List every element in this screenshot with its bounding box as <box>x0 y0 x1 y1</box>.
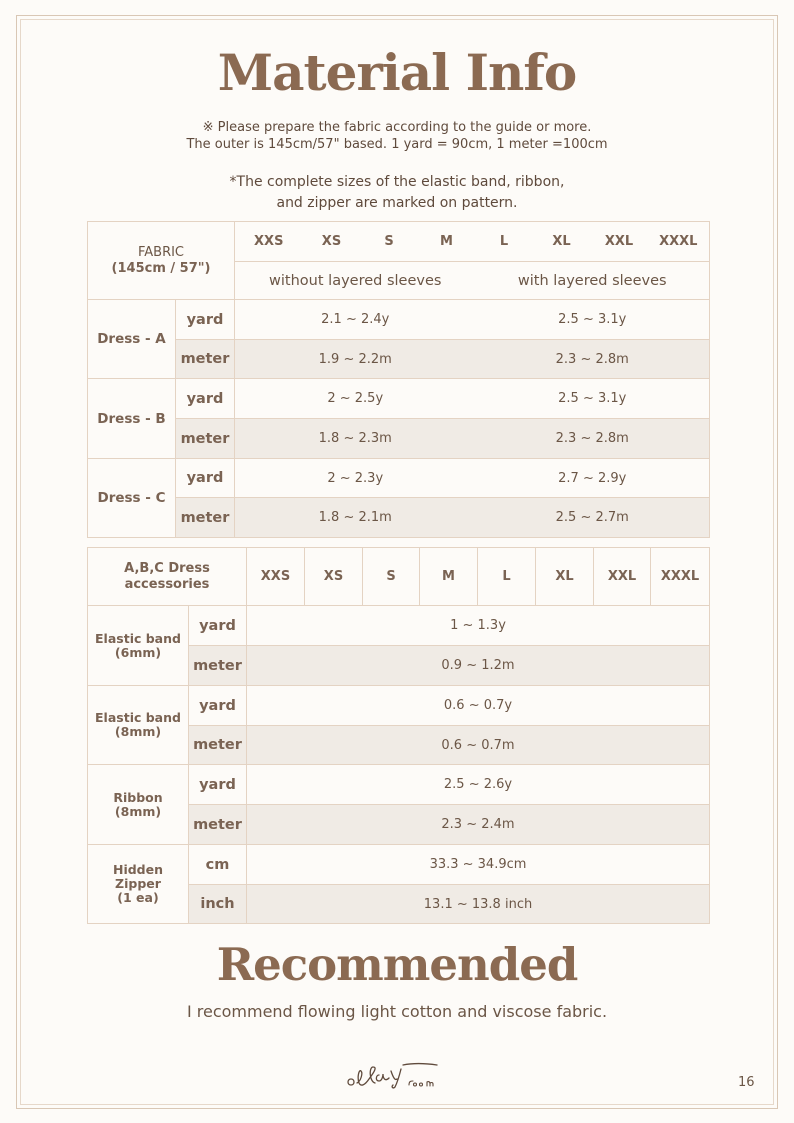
unit-yard: yard <box>189 686 247 726</box>
size-header: L <box>478 548 536 606</box>
size-header: XS <box>305 548 363 606</box>
size-header: L <box>476 222 533 262</box>
note-line-2: The outer is 145cm/57" based. 1 yard = 90cm, 1 meter =100cm <box>186 137 608 152</box>
value-cell: 2 ~ 2.5y <box>235 379 476 419</box>
value-cell: 2.3 ~ 2.4m <box>247 805 710 845</box>
value-cell: 1.9 ~ 2.2m <box>235 340 476 379</box>
accessories-header-line1: A,B,C Dress <box>124 560 210 576</box>
row-label-elastic-band-6mm <box>88 606 189 686</box>
row-label-line1: Ribbon <box>113 789 163 805</box>
unit-inch: inch <box>189 885 247 924</box>
unit-yard: yard <box>176 379 235 419</box>
size-header: S <box>363 548 420 606</box>
value-cell: 1.8 ~ 2.3m <box>235 419 476 459</box>
row-label-ribbon-8mm <box>88 765 189 845</box>
row-label-line2: (6mm) <box>114 644 162 660</box>
row-label-line2: (8mm) <box>114 803 162 819</box>
value-cell: 1.8 ~ 2.1m <box>235 498 476 538</box>
row-label-dress-c: Dress - C <box>88 459 176 538</box>
value-cell: 2.1 ~ 2.4y <box>235 300 476 340</box>
value-cell: 2 ~ 2.3y <box>235 459 476 498</box>
row-label-line2: (1 ea) <box>117 890 159 905</box>
size-header: XXL <box>594 548 651 606</box>
row-label-line2: (8mm) <box>114 724 162 739</box>
value-cell: 13.1 ~ 13.8 inch <box>247 885 710 924</box>
unit-cm: cm <box>189 845 247 885</box>
unit-meter: meter <box>189 646 247 686</box>
value-cell: 2.5 ~ 3.1y <box>476 379 710 419</box>
fabric-header-line1: FABRIC <box>137 244 185 260</box>
note-line-3: *The complete sizes of the elastic band, ribbon, <box>229 174 565 190</box>
size-header: M <box>418 222 476 262</box>
group-without-layered-sleeves: without layered sleeves <box>235 262 476 300</box>
row-label-line1: Elastic band <box>95 630 181 646</box>
size-header: XXXL <box>651 548 710 606</box>
value-cell: 2.3 ~ 2.8m <box>476 419 710 459</box>
fabric-header <box>88 222 235 300</box>
row-label-line1: Hidden Zipper <box>112 862 164 891</box>
row-label-dress-a: Dress - A <box>88 300 176 379</box>
fabric-table <box>87 221 710 538</box>
value-cell: 2.5 ~ 3.1y <box>476 300 710 340</box>
value-cell: 2.5 ~ 2.7m <box>476 498 710 538</box>
unit-meter: meter <box>189 726 247 765</box>
note-line-4: and zipper are marked on pattern. <box>276 195 518 211</box>
value-cell: 2.3 ~ 2.8m <box>476 340 710 379</box>
brand-logo <box>343 1057 453 1089</box>
value-cell: 33.3 ~ 34.9cm <box>247 845 710 885</box>
size-header: XS <box>303 222 361 262</box>
unit-yard: yard <box>176 300 235 340</box>
size-header: XL <box>533 222 591 262</box>
unit-yard: yard <box>189 765 247 805</box>
size-header: S <box>361 222 418 262</box>
recommended-title: Recommended <box>216 938 578 991</box>
size-header: XXXL <box>648 222 710 262</box>
page-title: Material Info <box>217 43 577 102</box>
value-cell: 0.9 ~ 1.2m <box>247 646 710 686</box>
fabric-header-line2: (145cm / 57") <box>111 260 211 276</box>
page-number: 16 <box>738 1075 755 1090</box>
size-header: XXL <box>591 222 648 262</box>
size-header: XL <box>536 548 594 606</box>
recommended-text: I recommend flowing light cotton and viscose fabric. <box>186 1002 608 1021</box>
note-line-1: ※ Please prepare the fabric according to the guide or more. <box>202 120 592 135</box>
row-label-elastic-band-8mm <box>88 686 189 765</box>
accessories-header <box>88 548 247 606</box>
unit-meter: meter <box>176 340 235 379</box>
row-label-line1: Elastic band <box>95 710 181 725</box>
accessories-header-line2: accessories <box>124 576 210 592</box>
value-cell: 0.6 ~ 0.7m <box>247 726 710 765</box>
size-header: M <box>420 548 478 606</box>
unit-meter: meter <box>176 419 235 459</box>
unit-yard: yard <box>176 459 235 498</box>
group-with-layered-sleeves: with layered sleeves <box>476 262 710 300</box>
unit-meter: meter <box>176 498 235 538</box>
row-label-dress-b: Dress - B <box>88 379 176 459</box>
accessories-table <box>87 547 710 924</box>
value-cell: 0.6 ~ 0.7y <box>247 686 710 726</box>
size-header: XXS <box>235 222 303 262</box>
value-cell: 2.7 ~ 2.9y <box>476 459 710 498</box>
row-label-hidden-zipper <box>88 845 189 924</box>
unit-meter: meter <box>189 805 247 845</box>
value-cell: 2.5 ~ 2.6y <box>247 765 710 805</box>
size-header: XXS <box>247 548 305 606</box>
value-cell: 1 ~ 1.3y <box>247 606 710 646</box>
unit-yard: yard <box>189 606 247 646</box>
